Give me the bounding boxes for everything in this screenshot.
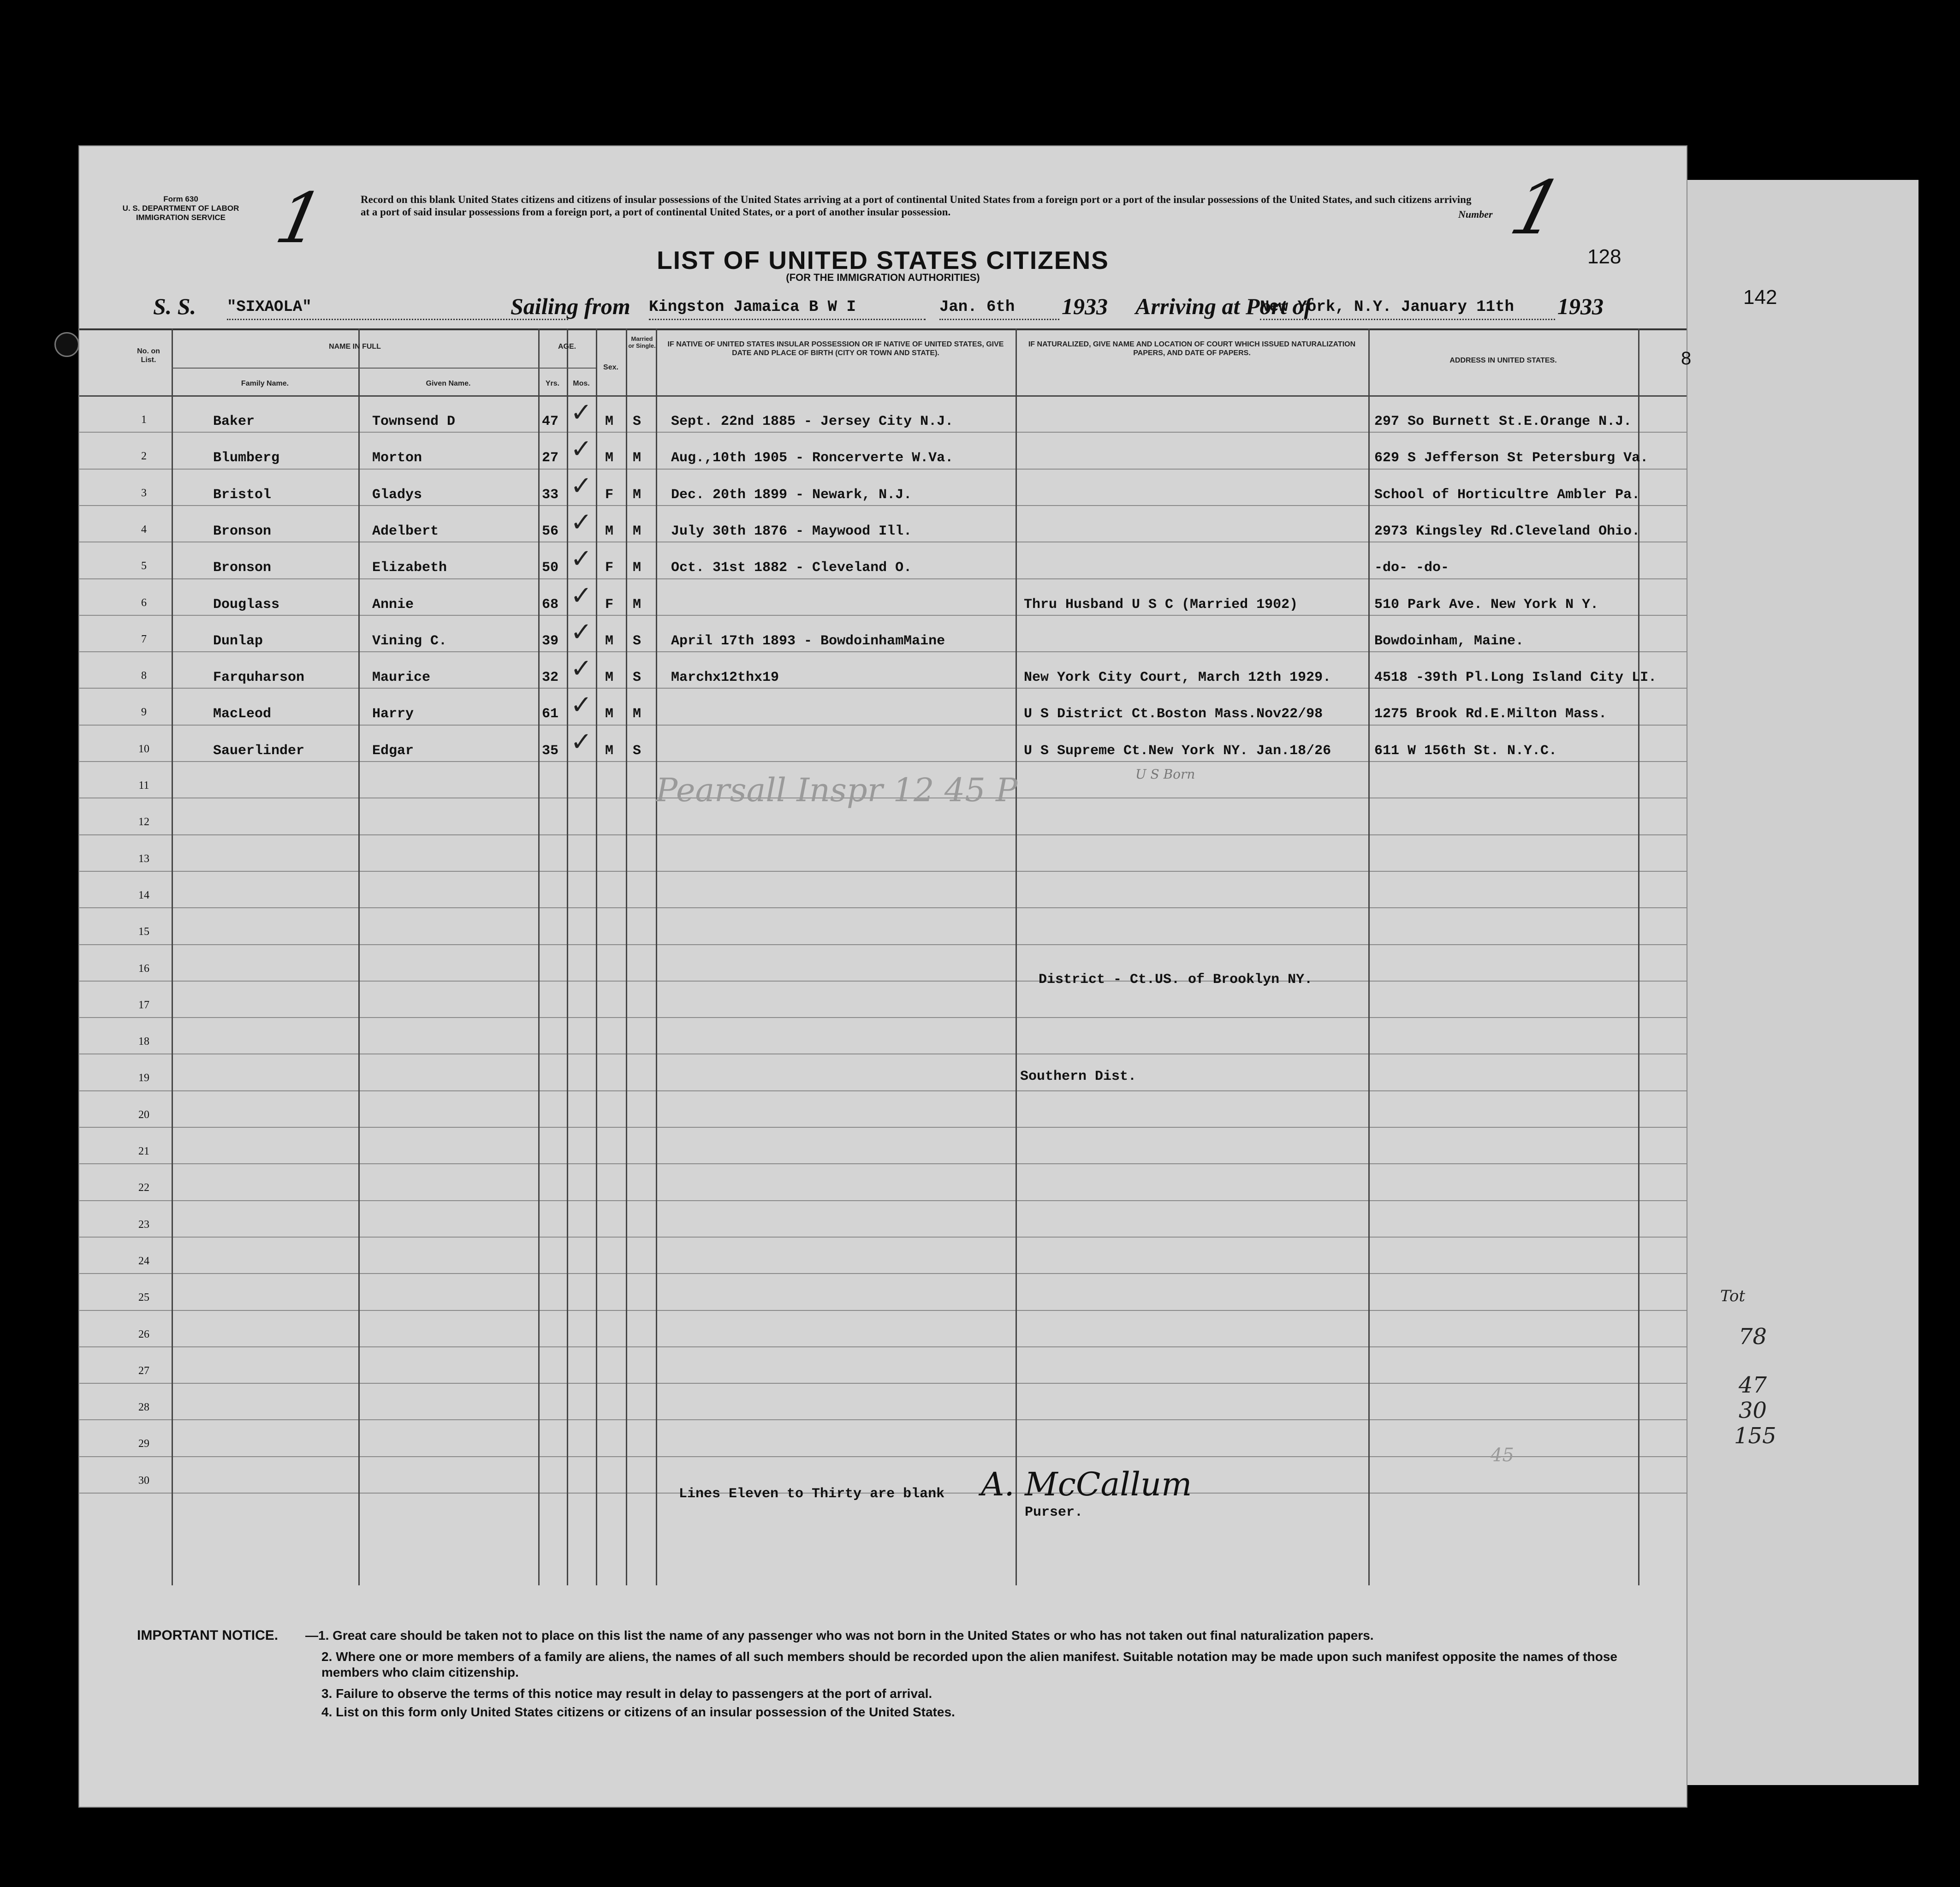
cell-status: S — [633, 670, 641, 685]
row-number: 17 — [138, 999, 149, 1011]
row-number: 18 — [138, 1036, 149, 1048]
cell-naturalized: U S Supreme Ct.New York NY. Jan.18/26 — [1024, 743, 1331, 759]
row-number: 12 — [138, 816, 149, 828]
cell-sex: M — [605, 743, 614, 759]
col-married: Married or Single. — [628, 335, 656, 349]
row-rule — [79, 432, 1687, 433]
row-number: 23 — [138, 1219, 149, 1231]
side-tally-value: 155 — [1734, 1423, 1776, 1449]
service: IMMIGRATION SERVICE — [136, 213, 226, 222]
cell-birth: Marchx12thx19 — [671, 670, 779, 685]
check-mark-icon: ✓ — [570, 727, 592, 757]
back-sheet — [1679, 180, 1918, 1785]
row-number: 19 — [138, 1072, 149, 1084]
cell-given: Annie — [372, 597, 414, 613]
side-tally-label: Tot — [1720, 1287, 1746, 1305]
check-mark-icon: ✓ — [570, 544, 592, 574]
cell-status: S — [633, 414, 641, 429]
row-number: 16 — [138, 963, 149, 975]
check-mark-icon: ✓ — [570, 471, 592, 501]
cell-family: Bronson — [213, 560, 272, 576]
cell-family: Dunlap — [213, 633, 263, 649]
row-rule — [79, 505, 1687, 506]
cell-status: M — [633, 597, 641, 613]
row-rule — [79, 615, 1687, 616]
col-sex: Sex. — [603, 363, 618, 371]
cell-sex: M — [605, 414, 614, 429]
row-rule — [79, 688, 1687, 689]
check-mark-icon: ✓ — [570, 690, 592, 720]
col-family-name: Family Name. — [241, 380, 289, 387]
ss-label: S. S. — [153, 293, 196, 319]
cell-address: 611 W 156th St. N.Y.C. — [1374, 743, 1557, 759]
row-number: 24 — [138, 1255, 149, 1267]
cell-no: 8 — [141, 670, 147, 682]
side-tally-value: 30 — [1739, 1398, 1767, 1423]
row-rule — [79, 1419, 1687, 1420]
row-rule — [79, 725, 1687, 726]
cell-birth: Aug.,10th 1905 - Roncerverte W.Va. — [671, 450, 954, 466]
row-rule — [79, 469, 1687, 470]
cell-no: 5 — [141, 560, 147, 572]
blank-lines-note: Lines Eleven to Thirty are blank — [679, 1486, 945, 1502]
form-id-block — [121, 195, 241, 222]
check-mark-icon: ✓ — [570, 398, 592, 428]
row-rule — [79, 1090, 1687, 1091]
row-number: 30 — [138, 1475, 149, 1487]
page-subtitle: (FOR THE IMMIGRATION AUTHORITIES) — [786, 272, 980, 283]
cell-birth: April 17th 1893 - BowdoinhamMaine — [671, 633, 945, 649]
page-title: LIST OF UNITED STATES CITIZENS — [657, 246, 1109, 274]
row-rule — [79, 1456, 1687, 1457]
cell-naturalized: Thru Husband U S C (Married 1902) — [1024, 597, 1298, 613]
row-rule — [79, 1383, 1687, 1384]
cell-no: 3 — [141, 487, 147, 499]
row-rule — [79, 834, 1687, 835]
cell-family: Baker — [213, 414, 255, 429]
cell-sex: M — [605, 670, 614, 685]
cell-status: M — [633, 450, 641, 466]
side-tally-value: 78 — [1739, 1324, 1767, 1350]
row-rule — [79, 651, 1687, 652]
cell-family: Bronson — [213, 524, 272, 539]
cell-status: S — [633, 633, 641, 649]
cell-no: 10 — [138, 743, 149, 755]
pencil-mark: 45 — [1491, 1445, 1514, 1466]
cell-address: Bowdoinham, Maine. — [1374, 633, 1524, 649]
manifest-sheet — [78, 145, 1687, 1808]
check-mark-icon: ✓ — [570, 617, 592, 647]
sailing-label: Sailing from — [511, 293, 630, 319]
row-number: 11 — [138, 780, 149, 792]
col-no: No. on List. — [137, 347, 160, 364]
check-mark-icon: ✓ — [570, 581, 592, 611]
ship-name: "SIXAOLA" — [227, 298, 568, 320]
cell-age: 32 — [542, 670, 559, 685]
cell-sex: M — [605, 524, 614, 539]
row-rule — [79, 1127, 1687, 1128]
cell-no: 6 — [141, 597, 147, 609]
sailing-date: Jan. 6th — [939, 298, 1059, 320]
cell-sex: M — [605, 633, 614, 649]
arriving-year: 1933 — [1557, 293, 1604, 319]
cell-address: 297 So Burnett St.E.Orange N.J. — [1374, 414, 1632, 429]
cell-family: Bristol — [213, 487, 272, 503]
cell-age: 61 — [542, 706, 559, 722]
row-number: 21 — [138, 1145, 149, 1157]
cell-sex: F — [605, 597, 614, 613]
cell-naturalized: New York City Court, March 12th 1929. — [1024, 670, 1331, 685]
cell-age: 56 — [542, 524, 559, 539]
instruction-text: Record on this blank United States citizens and citizens of insular possessions of the United States arriving at a port of continental United States from a foreign port or a port of the insular possessions of the United States, and such citizens arriving at a port of said insular possessions from a foreign port, a port of continental United States, or a port of another insular possession. — [361, 194, 1472, 218]
cell-given: Adelbert — [372, 524, 439, 539]
row-rule — [79, 761, 1687, 762]
purser-label: Purser. — [1025, 1505, 1083, 1520]
col-yrs: Yrs. — [545, 380, 560, 387]
cell-sex: F — [605, 560, 614, 576]
col-mos: Mos. — [573, 380, 590, 387]
row-number: 27 — [138, 1365, 149, 1377]
arriving-port: New York, N.Y. January 11th — [1260, 298, 1555, 320]
cell-address: 510 Park Ave. New York N Y. — [1374, 597, 1599, 613]
row-number: 14 — [138, 889, 149, 901]
binder-hole — [54, 332, 79, 357]
cell-family: Douglass — [213, 597, 280, 613]
cell-family: Sauerlinder — [213, 743, 305, 759]
cell-address: 2973 Kingsley Rd.Cleveland Ohio. — [1374, 524, 1640, 539]
cell-status: S — [633, 743, 641, 759]
cell-address: -do- -do- — [1374, 560, 1449, 576]
arriving-label: Arriving at Port of — [1135, 293, 1312, 319]
row-rule — [79, 1163, 1687, 1164]
side-tally-value: 47 — [1739, 1372, 1767, 1398]
cell-family: Blumberg — [213, 450, 280, 466]
cell-age: 27 — [542, 450, 559, 466]
important-notice-label: IMPORTANT NOTICE. — [137, 1628, 279, 1643]
page-number: 128 — [1587, 245, 1621, 268]
row-rule — [79, 944, 1687, 945]
row-number: 13 — [138, 853, 149, 865]
row-number: 20 — [138, 1109, 149, 1121]
row-rule — [79, 1346, 1687, 1347]
department: U. S. DEPARTMENT OF LABOR — [122, 204, 239, 213]
notice-item: 4. List on this form only United States citizens or citizens of an insular possession of the United States. — [321, 1705, 955, 1719]
cell-birth: Sept. 22nd 1885 - Jersey City N.J. — [671, 414, 954, 429]
row-rule — [79, 907, 1687, 908]
cell-given: Harry — [372, 706, 414, 722]
row10-naturalized-above: Southern Dist. — [1020, 1069, 1137, 1084]
cell-birth: Oct. 31st 1882 - Cleveland O. — [671, 560, 912, 576]
cell-age: 47 — [542, 414, 559, 429]
side-mark: 8 — [1681, 348, 1692, 369]
cell-birth: Dec. 20th 1899 - Newark, N.J. — [671, 487, 912, 503]
row-rule — [79, 1310, 1687, 1311]
notice-item: —1. Great care should be taken not to place on this list the name of any passenger who was not born in the United States or who has not taken out final naturalization papers. — [305, 1628, 1374, 1643]
cell-sex: M — [605, 450, 614, 466]
cell-age: 50 — [542, 560, 559, 576]
cell-age: 35 — [542, 743, 559, 759]
number-label: Number — [1458, 208, 1493, 220]
pencil-inspector-note: Pearsall Inspr 12 45 P — [656, 771, 1018, 809]
check-mark-icon: ✓ — [570, 654, 592, 684]
cell-status: M — [633, 487, 641, 503]
check-mark-icon: ✓ — [570, 434, 592, 464]
cell-age: 39 — [542, 633, 559, 649]
row8-naturalized-above: District - Ct.US. of Brooklyn NY. — [1039, 972, 1313, 988]
sailing-year: 1933 — [1062, 293, 1108, 319]
handwritten-number: 1 — [1502, 165, 1572, 251]
row-number: 25 — [138, 1292, 149, 1304]
notice-item: 3. Failure to observe the terms of this notice may result in delay to passengers at the port of arrival. — [321, 1686, 932, 1701]
row-number: 22 — [138, 1182, 149, 1194]
row6-annotation: U S Born — [1135, 767, 1195, 782]
side-page-number: 142 — [1743, 286, 1777, 309]
col-address: ADDRESS IN UNITED STATES. — [1449, 357, 1557, 364]
cell-naturalized: U S District Ct.Boston Mass.Nov22/98 — [1024, 706, 1323, 722]
row-number: 26 — [138, 1328, 149, 1340]
cell-address: School of Horticultre Ambler Pa. — [1374, 487, 1640, 503]
cell-given: Morton — [372, 450, 422, 466]
cell-given: Edgar — [372, 743, 414, 759]
cell-given: Maurice — [372, 670, 431, 685]
row-number: 28 — [138, 1401, 149, 1413]
row-number: 29 — [138, 1438, 149, 1450]
cell-age: 33 — [542, 487, 559, 503]
col-age: AGE. — [558, 343, 576, 351]
cell-address: 629 S Jefferson St Petersburg Va. — [1374, 450, 1649, 466]
row-rule — [79, 578, 1687, 579]
row-rule — [79, 1200, 1687, 1201]
cell-given: Townsend D — [372, 414, 456, 429]
cell-no: 9 — [141, 706, 147, 718]
cell-given: Vining C. — [372, 633, 447, 649]
cell-status: M — [633, 524, 641, 539]
row-rule — [79, 1237, 1687, 1238]
cell-no: 2 — [141, 450, 147, 462]
cell-address: 1275 Brook Rd.E.Milton Mass. — [1374, 706, 1607, 722]
cell-given: Gladys — [372, 487, 422, 503]
row-rule — [79, 871, 1687, 872]
cell-status: M — [633, 560, 641, 576]
cell-sex: F — [605, 487, 614, 503]
col-naturalized: IF NATURALIZED, GIVE NAME AND LOCATION OF COURT WHICH ISSUED NATURALIZATION PAPERS, AND DATE OF PAPERS. — [1028, 340, 1356, 357]
cell-no: 4 — [141, 524, 147, 536]
cell-age: 68 — [542, 597, 559, 613]
row-rule — [79, 1273, 1687, 1274]
cell-address: 4518 -39th Pl.Long Island City LI. — [1374, 670, 1657, 685]
sailing-from: Kingston Jamaica B W I — [649, 298, 926, 320]
row-number: 15 — [138, 926, 149, 938]
cell-sex: M — [605, 706, 614, 722]
cell-family: Farquharson — [213, 670, 305, 685]
purser-signature: A. McCallum — [981, 1465, 1192, 1503]
notice-item: 2. Where one or more members of a family are aliens, the names of all such members should be recorded upon the alien manifest. Suitable notation may be made upon such manifest opposite the names of those members who claim citizenship. — [321, 1649, 1617, 1679]
cell-birth: July 30th 1876 - Maywood Ill. — [671, 524, 912, 539]
handwritten-form-number: 1 — [269, 179, 330, 259]
form-id: Form 630 — [163, 195, 198, 203]
cell-given: Elizabeth — [372, 560, 447, 576]
col-given-name: Given Name. — [426, 380, 471, 387]
check-mark-icon: ✓ — [570, 507, 592, 537]
cell-status: M — [633, 706, 641, 722]
cell-no: 1 — [141, 414, 147, 426]
passenger-table — [79, 328, 1687, 1585]
row-rule — [79, 1017, 1687, 1018]
cell-no: 7 — [141, 633, 147, 645]
col-name-in-full: NAME IN FULL — [329, 343, 381, 351]
cell-family: MacLeod — [213, 706, 272, 722]
row-rule — [79, 981, 1687, 982]
col-birth: IF NATIVE OF UNITED STATES INSULAR POSSESSION OR IF NATIVE OF UNITED STATES, GIVE DATE AND PLACE OF BIRTH (CITY OR TOWN AND STATE). — [667, 340, 1004, 357]
